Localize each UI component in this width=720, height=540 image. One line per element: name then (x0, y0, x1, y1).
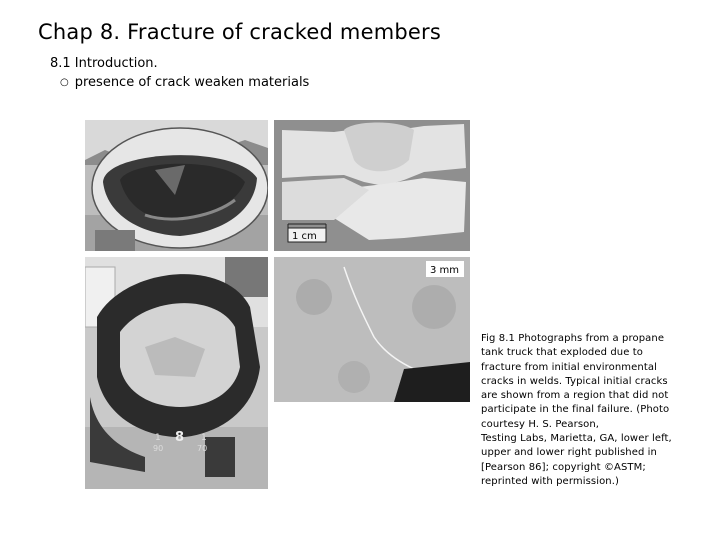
scale-label-3mm: 3 mm (430, 265, 460, 276)
photo-weld-cross-section (274, 120, 470, 251)
caption-line: [Pearson 86]; copyright ©ASTM; (481, 461, 646, 473)
caption-line: reprinted with permission.) (481, 475, 620, 487)
tank-marking-1b: 1 (201, 433, 207, 443)
caption-line: Fig 8.1 Photographs from a propane (481, 333, 665, 344)
caption-line: Testing Labs, Marietta, GA, lower left, (481, 433, 672, 445)
caption-line: are shown from a region that did not (481, 390, 669, 402)
scale-label-1cm: 1 cm (292, 231, 317, 242)
photo-ruptured-tank-ring (85, 257, 268, 489)
bullet-circle-icon: ○ (60, 77, 69, 88)
slide-title: Chap 8. Fracture of cracked members (38, 20, 441, 44)
caption-line: fracture from initial environmental (481, 361, 657, 373)
tank-marking-1: 1 (155, 433, 161, 443)
bullet-item (60, 75, 309, 90)
tank-marking-90: 90 (153, 444, 164, 453)
photo-tank-section (85, 120, 268, 251)
bullet-text: presence of crack weaken materials (74, 75, 310, 90)
caption-line: courtesy H. S. Pearson, (481, 418, 600, 430)
photo-crack-micrograph (274, 257, 470, 402)
tank-marking-70: 70 (197, 444, 208, 453)
caption-line: cracks in welds. Typical initial cracks (481, 375, 668, 387)
caption-line: upper and lower right published in (481, 447, 657, 459)
caption-line: participate in the final failure. (Photo (481, 404, 670, 416)
caption-line: tank truck that exploded due to (481, 347, 644, 359)
section-heading: 8.1 Introduction. (50, 56, 158, 71)
figure-caption (481, 332, 701, 489)
tank-marking-8: 8 (175, 430, 185, 445)
